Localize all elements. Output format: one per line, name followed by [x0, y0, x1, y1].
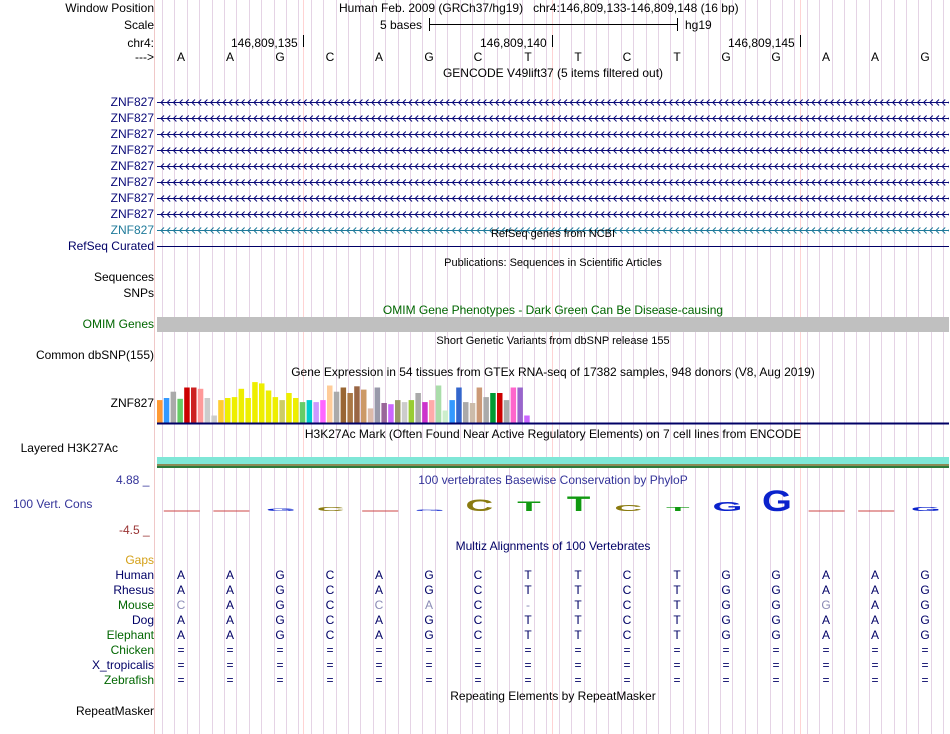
multiz-base: G: [721, 583, 731, 597]
multiz-base: =: [722, 673, 730, 687]
omim-track-label[interactable]: OMIM Genes: [82, 317, 154, 331]
multiz-base: G: [275, 628, 285, 642]
gtex-tissue-bar[interactable]: [259, 383, 265, 423]
ruler-label-3: 146,809,145: [728, 36, 795, 50]
scale-label: Scale: [123, 18, 154, 32]
multiz-base: G: [721, 568, 731, 582]
multiz-base: T: [574, 583, 582, 597]
h3k27ac-track-label[interactable]: Layered H3K27Ac: [20, 441, 118, 455]
gtex-tissue-bar[interactable]: [211, 416, 217, 424]
gtex-tissue-bar[interactable]: [497, 393, 503, 423]
multiz-base: G: [920, 598, 930, 612]
multiz-base: C: [473, 583, 483, 597]
multiz-base: A: [176, 568, 185, 582]
publications-track-label[interactable]: Sequences: [93, 270, 154, 284]
multiz-species-label[interactable]: Dog: [131, 613, 154, 627]
multiz-base: =: [177, 643, 185, 657]
multiz-base: C: [374, 598, 384, 612]
multiz-base: C: [622, 613, 632, 627]
multiz-base: A: [225, 583, 234, 597]
multiz-base: =: [226, 673, 234, 687]
multiz-base: G: [424, 613, 434, 627]
multiz-base: C: [622, 598, 632, 612]
multiz-base: =: [276, 673, 284, 687]
reference-base: C: [622, 50, 632, 64]
scale-db: hg19: [685, 18, 712, 32]
multiz-species-label[interactable]: Mouse: [117, 598, 154, 612]
ruler-label-1: 146,809,135: [231, 36, 298, 50]
gtex-tissue-bar[interactable]: [171, 392, 177, 423]
multiz-base: =: [276, 643, 284, 657]
reference-base: G: [275, 50, 285, 64]
gtex-tissue-bar[interactable]: [470, 403, 476, 423]
multiz-base: =: [425, 673, 433, 687]
multiz-base: T: [574, 598, 582, 612]
multiz-base: =: [623, 643, 631, 657]
reference-base: A: [225, 50, 234, 64]
publications-track-title: Publications: Sequences in Scientific Articles: [444, 257, 662, 269]
multiz-base: =: [772, 658, 780, 672]
multiz-base: C: [622, 628, 632, 642]
ruler-label-2: 146,809,140: [480, 36, 547, 50]
multiz-base: =: [722, 643, 730, 657]
multiz-base: T: [574, 613, 582, 627]
conservation-ymax: 4.88 _: [116, 473, 150, 487]
multiz-base: =: [574, 673, 582, 687]
gencode-transcript-label[interactable]: ZNF827: [110, 191, 154, 205]
conservation-track-label[interactable]: 100 Vert. Cons: [13, 497, 93, 511]
reference-base: T: [673, 50, 681, 64]
assembly-title: [339, 1, 739, 15]
gtex-tissue-bar[interactable]: [524, 416, 530, 424]
multiz-base: =: [623, 658, 631, 672]
conservation-base-letter: T: [566, 491, 591, 516]
gtex-tissue-bar[interactable]: [327, 386, 333, 424]
gtex-tissue-bar[interactable]: [511, 388, 516, 424]
multiz-base: T: [673, 583, 681, 597]
gtex-tissue-bar[interactable]: [429, 400, 435, 423]
ruler-tick-1: [303, 35, 304, 47]
multiz-base: =: [772, 673, 780, 687]
gtex-tissue-bar[interactable]: [483, 397, 489, 423]
gtex-tissue-bar[interactable]: [205, 398, 211, 423]
multiz-base: G: [821, 598, 831, 612]
multiz-base: C: [325, 613, 335, 627]
conservation-base-letter: G: [762, 485, 792, 518]
multiz-species-label[interactable]: Chicken: [110, 643, 154, 657]
gtex-tissue-bar[interactable]: [375, 388, 381, 424]
multiz-base: G: [920, 628, 930, 642]
reference-base: G: [721, 50, 731, 64]
multiz-base: =: [326, 658, 334, 672]
conservation-base-letter: G: [266, 507, 296, 512]
multiz-base: G: [920, 613, 930, 627]
gtex-tissue-bar[interactable]: [409, 400, 415, 423]
gtex-tissue-bar[interactable]: [449, 400, 455, 423]
gtex-tissue-bar[interactable]: [456, 388, 462, 424]
multiz-base: =: [822, 643, 830, 657]
multiz-base: =: [673, 673, 681, 687]
multiz-base: G: [275, 583, 285, 597]
conservation-track-title: 100 vertebrates Basewise Conservation by PhyloP: [418, 473, 688, 487]
gencode-transcript-line[interactable]: [157, 114, 949, 123]
multiz-base: T: [574, 628, 582, 642]
gtex-tissue-bar[interactable]: [286, 393, 292, 423]
gencode-transcript-label[interactable]: ZNF827: [110, 127, 154, 141]
multiz-species-label[interactable]: X_tropicalis: [91, 658, 154, 672]
h3k27ac-layer-cyan[interactable]: [157, 457, 949, 464]
gtex-tissue-bar[interactable]: [300, 402, 306, 423]
gtex-tissue-bar[interactable]: [422, 402, 428, 423]
multiz-base: C: [473, 613, 483, 627]
gtex-track-title: Gene Expression in 54 tissues from GTEx RNA-seq of 17382 samples, 948 donors (V8, Aug 2019): [291, 365, 815, 379]
multiz-base: A: [225, 568, 234, 582]
reference-base: G: [424, 50, 434, 64]
gtex-tissue-bar[interactable]: [388, 404, 394, 423]
multiz-base: C: [473, 598, 483, 612]
gtex-tissue-bar[interactable]: [245, 398, 251, 423]
multiz-base: C: [176, 598, 186, 612]
refseq-gene-line[interactable]: [157, 246, 949, 247]
gtex-tissue-bar[interactable]: [307, 400, 313, 423]
reference-base: G: [771, 50, 781, 64]
gtex-tissue-bar[interactable]: [436, 386, 442, 424]
gtex-tissue-bar[interactable]: [354, 386, 360, 423]
multiz-base: C: [622, 568, 632, 582]
gtex-tissue-bar[interactable]: [157, 400, 163, 423]
multiz-base: A: [424, 598, 433, 612]
multiz-base: A: [870, 613, 879, 627]
multiz-base: C: [622, 583, 632, 597]
gencode-transcript-line[interactable]: [157, 194, 949, 203]
conservation-base-letter: T: [666, 505, 690, 513]
gtex-tissue-bar[interactable]: [320, 400, 326, 423]
gtex-tissue-bar[interactable]: [266, 391, 272, 424]
gtex-tissue-bar[interactable]: [395, 400, 401, 423]
multiz-base: A: [870, 598, 879, 612]
gtex-tissue-bar[interactable]: [273, 397, 279, 423]
ruler-tick-3: [800, 35, 801, 47]
multiz-base: G: [721, 598, 731, 612]
omim-gene-bar[interactable]: [157, 317, 949, 332]
multiz-base: G: [275, 598, 285, 612]
conservation-base-letter: C: [316, 505, 345, 513]
multiz-base: C: [473, 568, 483, 582]
multiz-base: A: [225, 628, 234, 642]
gtex-tissue-bar[interactable]: [361, 390, 367, 423]
multiz-base: A: [821, 613, 830, 627]
h3k27ac-layer-green[interactable]: [157, 466, 949, 468]
multiz-base: =: [425, 643, 433, 657]
assembly-name: Human Feb. 2009 (GRCh37/hg19): [339, 1, 524, 15]
reference-base: T: [524, 50, 532, 64]
multiz-base: =: [375, 643, 383, 657]
gencode-transcript-line[interactable]: [157, 130, 949, 139]
snps-track-label[interactable]: SNPs: [123, 286, 154, 300]
multiz-base: G: [771, 628, 781, 642]
gtex-tissue-bar[interactable]: [368, 408, 374, 423]
multiz-species-label[interactable]: Human: [115, 568, 154, 582]
multiz-base: A: [176, 613, 185, 627]
multiz-base: =: [574, 658, 582, 672]
gtex-tissue-bar[interactable]: [279, 400, 285, 423]
multiz-base: =: [871, 643, 879, 657]
multiz-base: =: [226, 658, 234, 672]
chrom-label: chr4:: [127, 36, 154, 50]
multiz-base: G: [771, 598, 781, 612]
gtex-tissue-bar[interactable]: [164, 398, 170, 423]
multiz-base: T: [673, 628, 681, 642]
gtex-tissue-bar[interactable]: [402, 402, 408, 423]
reference-base: A: [176, 50, 185, 64]
label-separator: [154, 0, 155, 734]
multiz-base: =: [921, 658, 929, 672]
repeatmasker-track-title: Repeating Elements by RepeatMasker: [450, 689, 656, 703]
gencode-transcript-label[interactable]: ZNF827: [110, 207, 154, 221]
gtex-tissue-bar[interactable]: [463, 402, 469, 423]
dbsnp-track-title: Short Genetic Variants from dbSNP release 155: [436, 335, 670, 347]
gencode-transcript-label[interactable]: ZNF827: [110, 95, 154, 109]
multiz-base: =: [822, 658, 830, 672]
gencode-transcript-label[interactable]: ZNF827: [110, 143, 154, 157]
gtex-tissue-bar[interactable]: [177, 399, 183, 423]
gtex-tissue-bar[interactable]: [252, 382, 258, 423]
conservation-base-letter: G: [414, 509, 445, 512]
ruler-tick-2: [552, 35, 553, 47]
multiz-base: A: [176, 628, 185, 642]
multiz-base: =: [524, 658, 532, 672]
multiz-base: =: [326, 673, 334, 687]
multiz-species-label[interactable]: Rhesus: [113, 583, 154, 597]
multiz-base: G: [771, 568, 781, 582]
gencode-transcript-label[interactable]: ZNF827: [110, 159, 154, 173]
multiz-base: A: [821, 628, 830, 642]
multiz-base: G: [721, 613, 731, 627]
multiz-base: A: [821, 583, 830, 597]
multiz-base: =: [177, 673, 185, 687]
multiz-base: -: [526, 598, 530, 612]
gencode-transcript-line[interactable]: [157, 98, 949, 107]
scale-text: 5 bases: [380, 18, 423, 32]
reference-base: A: [821, 50, 830, 64]
gtex-tissue-bar[interactable]: [477, 388, 483, 424]
multiz-base: T: [673, 568, 681, 582]
gtex-tissue-bar[interactable]: [313, 402, 319, 423]
gtex-tissue-bar[interactable]: [232, 397, 238, 423]
gtex-bar-chart[interactable]: [157, 380, 949, 425]
multiz-base: A: [870, 568, 879, 582]
gtex-tissue-bar[interactable]: [225, 398, 231, 423]
multiz-base: =: [425, 658, 433, 672]
multiz-base: G: [771, 613, 781, 627]
multiz-base: =: [375, 658, 383, 672]
multiz-base: T: [574, 568, 582, 582]
multiz-base: C: [325, 628, 335, 642]
conservation-base-letter: G: [910, 505, 941, 513]
multiz-base: =: [375, 673, 383, 687]
multiz-base: =: [921, 673, 929, 687]
multiz-base: =: [326, 643, 334, 657]
multiz-base: =: [524, 673, 532, 687]
reference-base: T: [574, 50, 582, 64]
multiz-base: A: [870, 628, 879, 642]
multiz-base: T: [673, 598, 681, 612]
conservation-ymin: -4.5 _: [119, 523, 150, 537]
scale-bar-right-tick: [677, 18, 678, 31]
gtex-track-label[interactable]: ZNF827: [110, 396, 154, 410]
multiz-species-label[interactable]: Elephant: [106, 628, 154, 642]
multiz-base: A: [374, 583, 383, 597]
multiz-base: =: [822, 673, 830, 687]
gtex-tissue-bar[interactable]: [334, 392, 340, 423]
multiz-base: A: [374, 628, 383, 642]
conservation-base-letter: T: [517, 498, 541, 515]
multiz-base: G: [424, 568, 434, 582]
multiz-base: A: [374, 568, 383, 582]
h3k27ac-track-title: H3K27Ac Mark (Often Found Near Active Regulatory Elements) on 7 cell lines from ENCODE: [304, 427, 802, 441]
gtex-tissue-bar[interactable]: [347, 393, 353, 423]
multiz-base: T: [524, 613, 532, 627]
multiz-base: =: [871, 658, 879, 672]
gtex-tissue-bar[interactable]: [218, 400, 224, 423]
gtex-tissue-bar[interactable]: [184, 388, 190, 424]
omim-track-title: OMIM Gene Phenotypes - Dark Green Can Be Disease-causing: [382, 303, 724, 317]
reference-base: A: [374, 50, 383, 64]
multiz-base: A: [374, 613, 383, 627]
multiz-base: G: [721, 628, 731, 642]
gtex-tissue-bar[interactable]: [239, 389, 245, 423]
position-range: chr4:146,809,133-146,809,148 (16 bp): [533, 1, 739, 15]
multiz-base: A: [176, 583, 185, 597]
reference-base: A: [870, 50, 879, 64]
multiz-species-label[interactable]: Zebrafish: [103, 673, 154, 687]
gencode-transcript-label[interactable]: ZNF827: [110, 175, 154, 189]
gtex-tissue-bar[interactable]: [198, 389, 204, 423]
conservation-base-letter: C: [465, 496, 494, 515]
multiz-base: =: [474, 658, 482, 672]
multiz-base: =: [772, 643, 780, 657]
gtex-tissue-bar[interactable]: [341, 388, 347, 424]
multiz-base: A: [821, 568, 830, 582]
reference-base: G: [920, 50, 930, 64]
gtex-tissue-bar[interactable]: [381, 403, 387, 423]
multiz-base: A: [870, 583, 879, 597]
multiz-base: =: [226, 643, 234, 657]
gtex-tissue-bar[interactable]: [504, 400, 510, 423]
gtex-tissue-bar[interactable]: [415, 393, 421, 423]
multiz-base: =: [524, 643, 532, 657]
multiz-base: G: [424, 583, 434, 597]
reference-base: C: [325, 50, 335, 64]
scale-bar-left-tick: [429, 18, 430, 31]
multiz-base: =: [871, 673, 879, 687]
multiz-base: G: [275, 568, 285, 582]
refseq-track-title: RefSeq genes from NCBI: [490, 228, 616, 240]
multiz-base: G: [920, 583, 930, 597]
multiz-base: =: [921, 643, 929, 657]
multiz-base: =: [574, 643, 582, 657]
multiz-base: A: [225, 598, 234, 612]
multiz-base: C: [473, 628, 483, 642]
multiz-base: =: [276, 658, 284, 672]
conservation-base-letter: C: [614, 503, 643, 513]
multiz-base: =: [673, 643, 681, 657]
gencode-transcript-line[interactable]: [157, 210, 949, 219]
gtex-tissue-bar[interactable]: [490, 393, 496, 423]
multiz-base: T: [524, 628, 532, 642]
conservation-logo[interactable]: [157, 484, 949, 536]
multiz-base: =: [474, 673, 482, 687]
repeatmasker-track-label[interactable]: RepeatMasker: [75, 704, 154, 718]
gtex-tissue-bar[interactable]: [293, 398, 299, 423]
gtex-tissue-bar[interactable]: [517, 388, 523, 424]
window-position-label: Window Position: [65, 1, 154, 15]
multiz-base: C: [325, 583, 335, 597]
multiz-base: =: [623, 673, 631, 687]
multiz-base: =: [177, 658, 185, 672]
multiz-base: =: [673, 658, 681, 672]
gtex-tissue-bar[interactable]: [191, 388, 197, 424]
multiz-base: G: [424, 628, 434, 642]
strand-label: --->: [135, 50, 154, 64]
multiz-base: =: [474, 643, 482, 657]
multiz-base: T: [524, 583, 532, 597]
gtex-tissue-bar[interactable]: [443, 411, 449, 424]
multiz-base: G: [275, 613, 285, 627]
dbsnp-track-label[interactable]: Common dbSNP(155): [35, 348, 154, 362]
multiz-base: T: [524, 568, 532, 582]
gencode-transcript-line[interactable]: [157, 162, 949, 171]
multiz-base: T: [673, 613, 681, 627]
multiz-base: C: [325, 598, 335, 612]
reference-base: C: [473, 50, 483, 64]
gencode-transcript-label[interactable]: ZNF827: [110, 223, 154, 237]
gencode-transcript-line[interactable]: [157, 178, 949, 187]
multiz-base: G: [920, 568, 930, 582]
gencode-track-title: GENCODE V49lift37 (5 items filtered out): [442, 66, 664, 80]
refseq-track-label[interactable]: RefSeq Curated: [67, 239, 154, 253]
multiz-base: =: [722, 658, 730, 672]
gaps-label: Gaps: [125, 553, 154, 567]
multiz-base: G: [771, 583, 781, 597]
gencode-transcript-line[interactable]: [157, 146, 949, 155]
scale-bar: [429, 24, 678, 25]
multiz-track-title: Multiz Alignments of 100 Vertebrates: [455, 539, 651, 553]
conservation-base-letter: G: [712, 499, 743, 515]
multiz-base: C: [325, 568, 335, 582]
gencode-transcript-label[interactable]: ZNF827: [110, 111, 154, 125]
multiz-base: A: [225, 613, 234, 627]
